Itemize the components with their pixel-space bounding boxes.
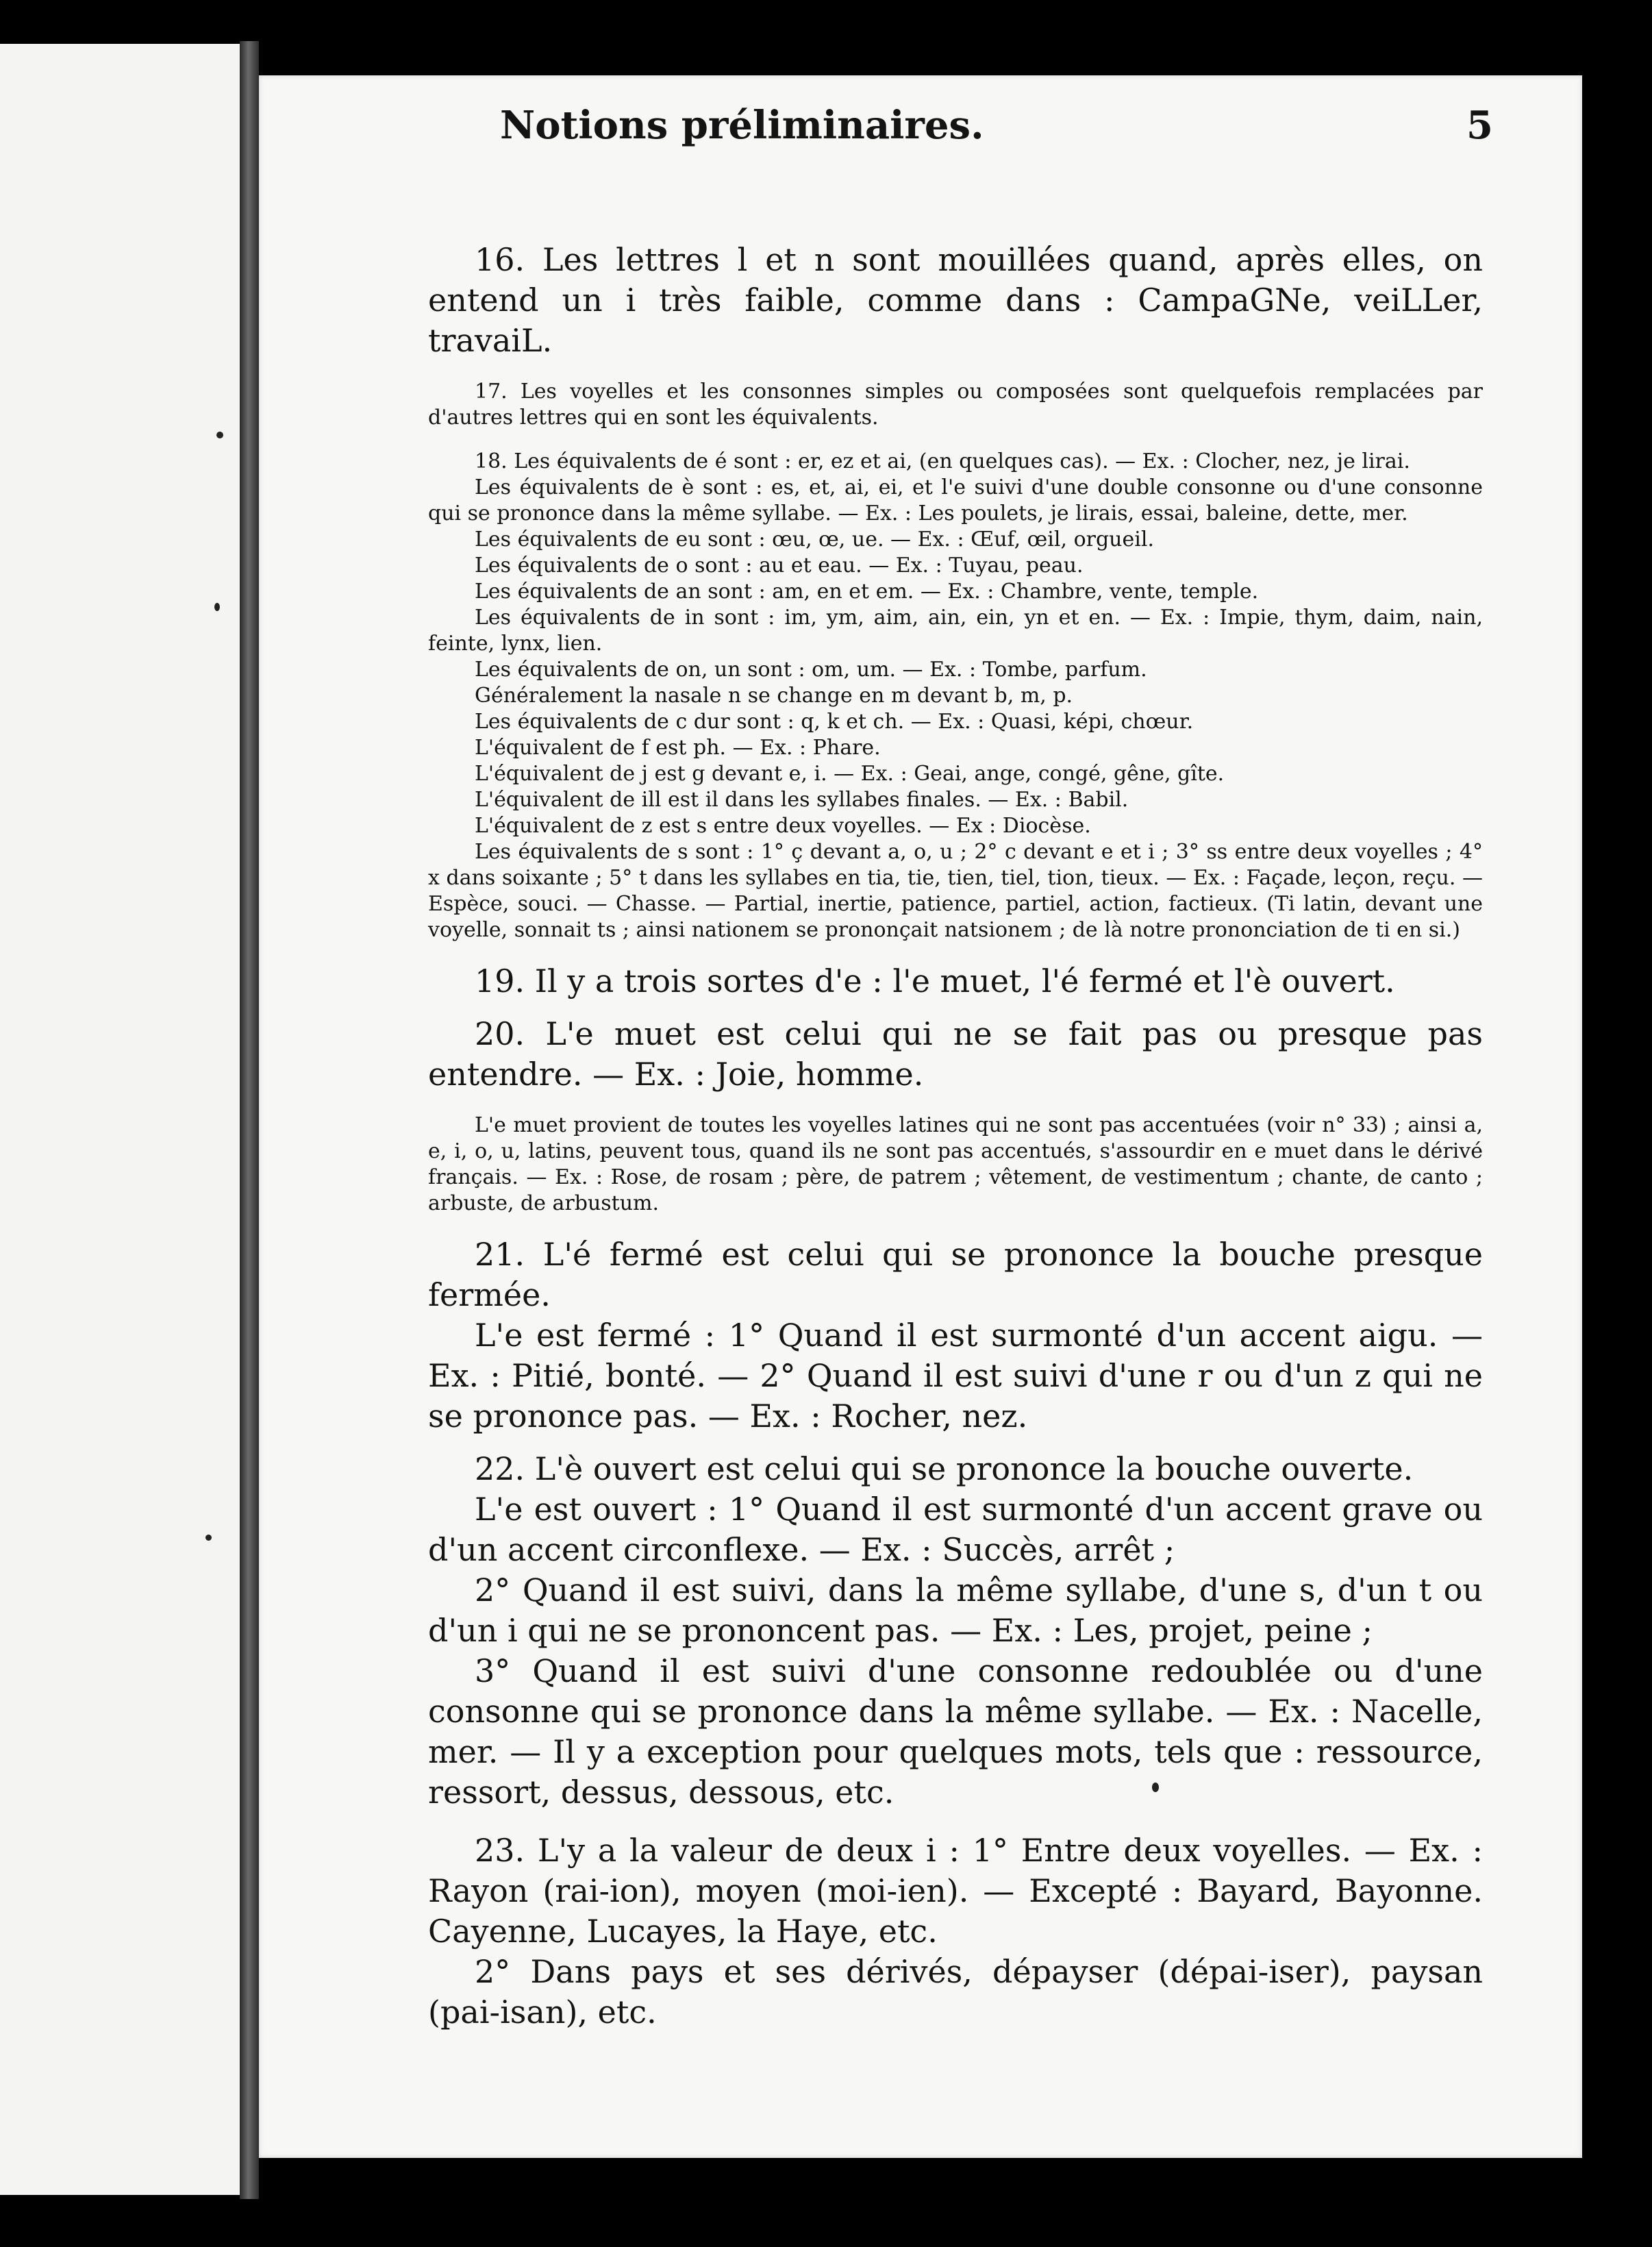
paragraph-22-rule-1: L'e est ouvert : 1° Quand il est surmonté d'un accent grave ou d'un accent circonflexe. — Ex. : Succès, arrêt ; — [428, 1491, 1483, 1568]
page-body — [428, 240, 1483, 2033]
paragraph-18-nasale: Généralement la nasale n se change en m devant b, m, p. — [475, 684, 1073, 708]
paragraph-18-j: L'équivalent de j est g devant e, i. — Ex. : Geai, ange, congé, gêne, gîte. — [475, 762, 1225, 786]
paragraph-17: 17. Les voyelles et les consonnes simples ou composées sont quelquefois remplacées par d'autres lettres qui en sont les équivalents. — [428, 380, 1483, 430]
paragraph-22-rule-2: 2° Quand il est suivi, dans la même syllabe, d'une s, d'un t ou d'un i qui ne se prononcent pas. — Ex. : Les, projet, peine ; — [428, 1572, 1483, 1649]
paragraph-22-rule-3: 3° Quand il est suivi d'une consonne redoublée ou d'une consonne qui se prononce dans la même syllabe. — Ex. : Nacelle, mer. — Il y a exception pour quelques mots, tels que : ressource, ressort, dessus, dessous, etc. — [428, 1652, 1483, 1811]
left-page-edge — [0, 44, 240, 2195]
paragraph-19: 19. Il y a trois sortes d'e : l'e muet, l'é fermé et l'è ouvert. — [475, 963, 1395, 1000]
paragraph-18-e-grave: Les équivalents de è sont : es, et, ai, ei, et l'e suivi d'une double consonne ou d'une consonne qui se prononce dans la même syllabe. — Ex. : Les poulets, je lirais, essai, baleine, dette, mer. — [428, 475, 1483, 525]
paragraph-18-f: L'équivalent de f est ph. — Ex. : Phare. — [475, 736, 881, 760]
speck — [216, 432, 223, 438]
paragraph-21-rules: L'e est fermé : 1° Quand il est surmonté d'un accent aigu. — Ex. : Pitié, bonté. — 2° Quand il est suivi d'une r ou d'un z qui ne se prononce pas. — Ex. : Rocher, nez. — [428, 1317, 1483, 1435]
paragraph-18-in: Les équivalents de in sont : im, ym, aim, ain, ein, yn et en. — Ex. : Impie, thym, daim, nain, feinte, lynx, lien. — [428, 606, 1483, 656]
paragraph-18-an: Les équivalents de an sont : am, en et em. — Ex. : Chambre, vente, temple. — [475, 580, 1259, 604]
paragraph-21: 21. L'é fermé est celui qui se prononce la bouche presque fermée. — [428, 1236, 1483, 1313]
paragraph-18-eu: Les équivalents de eu sont : œu, œ, ue. — Ex. : Œuf, œil, orgueil. — [475, 527, 1154, 551]
page-header — [500, 103, 1493, 164]
paragraph-23-rule-2: 2° Dans pays et ses dérivés, dépayser (dépai-iser), paysan (pai-isan), etc. — [428, 1953, 1483, 2031]
speck — [214, 603, 220, 611]
paragraph-22: 22. L'è ouvert est celui qui se prononce la bouche ouverte. — [475, 1450, 1414, 1487]
paragraph-18: 18. Les équivalents de é sont : er, ez et ai, (en quelques cas). — Ex. : Clocher, nez, je lirai. — [475, 449, 1410, 473]
paragraph-18-s: Les équivalents de s sont : 1° ç devant a, o, u ; 2° c devant e et i ; 3° ss entre deux voyelles ; 4° x dans soixante ; 5° t dans les syllabes en tia, tie, tien, tiel, tion, tieux. — Ex. : Façade, leçon, reçu. — Espèce, souci. — Chasse. — Partial, inertie, patience, partiel, action, factieux. (Ti latin, devant une voyelle, sonnait ts ; ainsi nationem se prononçait natsionem ; de là notre prononciation de ti en si.) — [428, 840, 1483, 942]
paragraph-18-o: Les équivalents de o sont : au et eau. — Ex. : Tuyau, peau. — [475, 554, 1084, 578]
paragraph-18-on: Les équivalents de on, un sont : om, um. — Ex. : Tombe, parfum. — [475, 658, 1147, 682]
paragraph-20-note: L'e muet provient de toutes les voyelles latines qui ne sont pas accentuées (voir n° 33) ; ainsi a, e, i, o, u, latins, peuvent tous, quand ils ne sont pas accentués, s'assourdir en e muet dans le dérivé français. — Ex. : Rose, de rosam ; père, de patrem ; vêtement, de vestimentum ; chante, de canto ; arbuste, de arbustum. — [428, 1113, 1483, 1215]
paragraph-20: 20. L'e muet est celui qui ne se fait pas ou presque pas entendre. — Ex. : Joie, homme. — [428, 1015, 1483, 1093]
paragraph-18-z: L'équivalent de z est s entre deux voyelles. — Ex : Diocèse. — [475, 814, 1091, 838]
page-number: 5 — [1466, 103, 1493, 148]
paragraph-23: 23. L'y a la valeur de deux i : 1° Entre deux voyelles. — Ex. : Rayon (rai-ion), moyen (moi-ien). — Excepté : Bayard, Bayonne. Cayenne, Lucayes, la Haye, etc. — [428, 1832, 1483, 1950]
paragraph-18-c-dur: Les équivalents de c dur sont : q, k et ch. — Ex. : Quasi, képi, chœur. — [475, 710, 1194, 734]
book-gutter — [240, 41, 259, 2199]
paragraph-16: 16. Les lettres l et n sont mouillées quand, après elles, on entend un i très faible, comme dans : CampaGNe, veiLLer, travaiL. — [428, 241, 1483, 359]
running-head: Notions préliminaires. — [500, 103, 984, 148]
paragraph-18-ill: L'équivalent de ill est il dans les syllabes finales. — Ex. : Babil. — [475, 788, 1129, 812]
speck — [205, 1535, 212, 1541]
